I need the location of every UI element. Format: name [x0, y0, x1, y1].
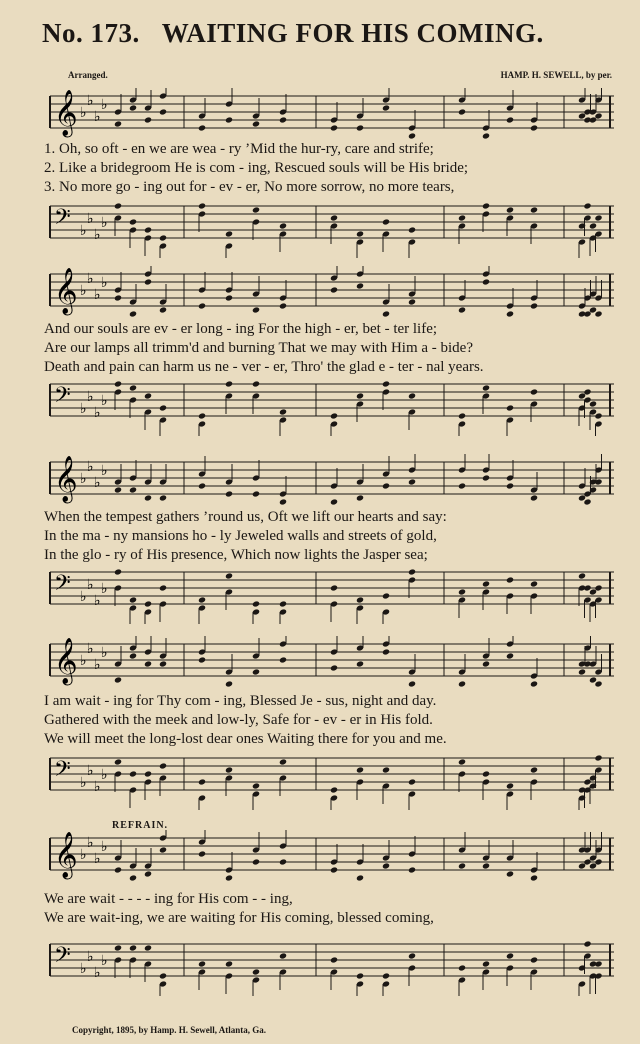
note-head — [530, 956, 538, 963]
treble-staff-4 — [44, 636, 616, 688]
note-head — [225, 874, 233, 881]
note-head — [129, 874, 137, 881]
note-head — [458, 588, 466, 595]
note-head — [594, 960, 602, 967]
note-head — [506, 576, 514, 583]
note-head — [225, 116, 233, 123]
flat-sign-icon: ♭ — [87, 949, 94, 965]
note-head — [129, 596, 137, 603]
flat-sign-icon: ♭ — [80, 961, 87, 977]
treble-clef-icon: 𝄞 — [54, 268, 78, 314]
note-head — [279, 952, 287, 959]
note-head — [482, 474, 490, 481]
note-head — [408, 298, 416, 305]
lyric-line: 2. Like a bridegroom He is com - ing, Rescued souls will be His bride; — [44, 160, 469, 176]
note-head — [144, 494, 152, 501]
flat-sign-icon: ♭ — [101, 581, 108, 597]
note-head — [594, 310, 602, 317]
note-head — [129, 486, 137, 493]
composer-credit: HAMP. H. SEWELL, by per. — [500, 70, 612, 80]
note-head — [252, 206, 260, 213]
note-head — [330, 956, 338, 963]
note-head — [159, 494, 167, 501]
note-head — [159, 660, 167, 667]
flat-sign-icon: ♭ — [87, 763, 94, 779]
note-head — [225, 680, 233, 687]
treble-staff-5 — [44, 830, 616, 890]
note-head — [252, 858, 260, 865]
note-head — [506, 952, 514, 959]
note-head — [382, 104, 390, 111]
note-head — [114, 676, 122, 683]
flat-sign-icon: ♭ — [101, 97, 108, 113]
flat-sign-icon: ♭ — [80, 847, 87, 863]
note-head — [144, 944, 152, 951]
flat-sign-icon: ♭ — [87, 459, 94, 475]
note-head — [408, 132, 416, 139]
note-head — [198, 124, 206, 131]
flat-sign-icon: ♭ — [80, 653, 87, 669]
arranger-credit: Arranged. — [68, 70, 108, 80]
note-head — [330, 664, 338, 671]
note-head — [506, 782, 514, 789]
flat-sign-icon: ♭ — [101, 275, 108, 291]
note-head — [530, 580, 538, 587]
note-head — [279, 758, 287, 765]
flat-sign-icon: ♭ — [87, 271, 94, 287]
note-head — [458, 862, 466, 869]
treble-clef-icon: 𝄞 — [54, 638, 78, 684]
note-head — [482, 278, 490, 285]
note-head — [458, 758, 466, 765]
note-head — [530, 206, 538, 213]
flat-sign-icon: ♭ — [87, 641, 94, 657]
flat-sign-icon: ♭ — [87, 835, 94, 851]
note-head — [506, 116, 514, 123]
note-head — [198, 482, 206, 489]
note-head — [530, 302, 538, 309]
flat-sign-icon: ♭ — [101, 839, 108, 855]
note-head — [225, 294, 233, 301]
treble-staff-3 — [44, 454, 616, 506]
note-head — [482, 770, 490, 777]
bass-staff-5 — [44, 936, 616, 996]
bass-clef-icon: 𝄢 — [54, 943, 71, 973]
bass-clef-icon: 𝄢 — [54, 571, 71, 601]
note-head — [530, 124, 538, 131]
note-head — [482, 580, 490, 587]
note-head — [159, 404, 167, 411]
note-head — [356, 596, 364, 603]
note-head — [330, 866, 338, 873]
note-head — [589, 400, 597, 407]
note-head — [129, 104, 137, 111]
treble-clef-icon: 𝄞 — [54, 90, 78, 136]
flat-sign-icon: ♭ — [101, 767, 108, 783]
note-head — [252, 782, 260, 789]
bass-clef-icon: 𝄢 — [54, 383, 71, 413]
music-system-2 — [44, 262, 616, 432]
flat-sign-icon: ♭ — [94, 851, 101, 867]
note-head — [506, 482, 514, 489]
note-head — [159, 306, 167, 313]
bass-staff-2 — [44, 376, 616, 436]
treble-staff-1 — [44, 88, 616, 140]
note-head — [144, 600, 152, 607]
verse-lyrics-2 — [44, 320, 616, 377]
lyric-line: Gathered with the meek and low-ly, Safe for - ev - er in His fold. — [44, 712, 433, 728]
note-head — [114, 866, 122, 873]
note-head — [458, 214, 466, 221]
lyric-line: In the glo - ry of His presence, Which now lights the Jasper sea; — [44, 547, 428, 563]
note-head — [198, 656, 206, 663]
lyric-line: 1. Oh, so oft - en we are wea - ry ’Mid the hur-ry, care and strife; — [44, 141, 434, 157]
flat-sign-icon: ♭ — [94, 227, 101, 243]
note-head — [198, 412, 206, 419]
flat-sign-icon: ♭ — [101, 463, 108, 479]
note-head — [408, 226, 416, 233]
bass-clef-icon: 𝄢 — [54, 757, 71, 787]
note-head — [356, 282, 364, 289]
note-head — [252, 668, 260, 675]
flat-sign-icon: ♭ — [87, 93, 94, 109]
note-head — [482, 202, 490, 209]
note-head — [225, 766, 233, 773]
note-head — [356, 494, 364, 501]
note-head — [144, 278, 152, 285]
note-head — [252, 490, 260, 497]
treble-clef-icon: 𝄞 — [54, 832, 78, 878]
lyric-line: I am wait - ing for Thy com - ing, Blessed Je - sus, night and day. — [44, 693, 437, 709]
note-head — [114, 568, 122, 575]
flat-sign-icon: ♭ — [80, 775, 87, 791]
note-head — [198, 850, 206, 857]
music-system-3 — [44, 450, 616, 622]
flat-sign-icon: ♭ — [101, 215, 108, 231]
note-head — [382, 218, 390, 225]
note-head — [408, 952, 416, 959]
lyric-line: We will meet the long-lost dear ones Waiting there for you and me. — [44, 731, 447, 747]
lyric-line: In the ma - ny mansions ho - ly Jeweled walls and streets of gold, — [44, 528, 437, 544]
note-head — [506, 404, 514, 411]
note-head — [159, 108, 167, 115]
note-head — [129, 944, 137, 951]
verse-lyrics-3 — [44, 508, 616, 565]
note-head — [458, 306, 466, 313]
bass-staff-4 — [44, 750, 616, 810]
note-head — [144, 116, 152, 123]
flat-sign-icon: ♭ — [94, 405, 101, 421]
refrain-lyrics — [44, 890, 616, 928]
flat-sign-icon: ♭ — [80, 471, 87, 487]
note-head — [594, 680, 602, 687]
hymn-number: No. 173. — [42, 18, 140, 48]
note-head — [382, 862, 390, 869]
note-head — [159, 234, 167, 241]
note-head — [382, 972, 390, 979]
note-head — [114, 758, 122, 765]
note-head — [530, 494, 538, 501]
note-head — [594, 214, 602, 221]
note-head — [482, 132, 490, 139]
note-head — [129, 218, 137, 225]
note-head — [330, 786, 338, 793]
treble-staff-2 — [44, 266, 616, 318]
note-head — [279, 600, 287, 607]
flat-sign-icon: ♭ — [87, 211, 94, 227]
note-head — [530, 766, 538, 773]
note-head — [198, 596, 206, 603]
note-head — [506, 206, 514, 213]
lyric-line: Death and pain can harm us ne - ver - er, Thro' the glad e - ter - nal years. — [44, 359, 484, 375]
note-head — [144, 226, 152, 233]
note-head — [252, 600, 260, 607]
treble-clef-icon: 𝄞 — [54, 456, 78, 502]
note-head — [583, 584, 591, 591]
note-head — [583, 202, 591, 209]
flat-sign-icon: ♭ — [80, 223, 87, 239]
flat-sign-icon: ♭ — [80, 105, 87, 121]
note-head — [144, 660, 152, 667]
note-head — [225, 380, 233, 387]
note-head — [356, 660, 364, 667]
note-head — [408, 392, 416, 399]
bass-clef-icon: 𝄢 — [54, 205, 71, 235]
hymn-title-text: WAITING FOR HIS COMING. — [161, 18, 544, 48]
note-head — [114, 944, 122, 951]
note-head — [225, 490, 233, 497]
note-head — [159, 972, 167, 979]
note-head — [198, 302, 206, 309]
lyric-line: 3. No more go - ing out for - ev - er, No more sorrow, no more tears, — [44, 179, 455, 195]
note-head — [330, 498, 338, 505]
note-head — [506, 652, 514, 659]
note-head — [330, 286, 338, 293]
verse-lyrics-4 — [44, 692, 616, 749]
flat-sign-icon: ♭ — [94, 475, 101, 491]
copyright-note: Copyright, 1895, by Hamp. H. Sewell, Atlanta, Ga. — [72, 1025, 267, 1035]
note-head — [198, 778, 206, 785]
note-head — [356, 230, 364, 237]
note-head — [482, 862, 490, 869]
note-head — [382, 592, 390, 599]
refrain-label: REFRAIN. — [112, 820, 169, 831]
note-head — [198, 202, 206, 209]
note-head — [144, 392, 152, 399]
lyric-line: When the tempest gathers ’round us, Oft we lift our hearts and say: — [44, 509, 447, 525]
flat-sign-icon: ♭ — [80, 283, 87, 299]
flat-sign-icon: ♭ — [87, 389, 94, 405]
note-head — [530, 388, 538, 395]
note-head — [482, 960, 490, 967]
lyric-line: Are our lamps all trimm'd and burning That we may with Him a - bide? — [44, 340, 473, 356]
note-head — [356, 766, 364, 773]
note-head — [330, 214, 338, 221]
flat-sign-icon: ♭ — [94, 109, 101, 125]
note-head — [408, 478, 416, 485]
note-head — [408, 680, 416, 687]
flat-sign-icon: ♭ — [94, 657, 101, 673]
note-head — [506, 310, 514, 317]
note-head — [279, 498, 287, 505]
note-head — [382, 482, 390, 489]
note-head — [408, 866, 416, 873]
music-system-1 — [44, 84, 616, 256]
note-head — [589, 676, 597, 683]
note-head — [382, 648, 390, 655]
note-head — [408, 568, 416, 575]
note-head — [279, 656, 287, 663]
note-head — [114, 380, 122, 387]
note-head — [279, 408, 287, 415]
note-head — [408, 778, 416, 785]
note-head — [356, 124, 364, 131]
flat-sign-icon: ♭ — [94, 779, 101, 795]
flat-sign-icon: ♭ — [80, 401, 87, 417]
note-head — [583, 498, 591, 505]
note-head — [114, 294, 122, 301]
note-head — [594, 412, 602, 419]
note-head — [129, 310, 137, 317]
note-head — [159, 846, 167, 853]
note-head — [252, 306, 260, 313]
note-head — [330, 584, 338, 591]
music-system-4 — [44, 632, 616, 810]
note-head — [382, 766, 390, 773]
lyric-line: We are wait-ing, we are waiting for His coming, blessed coming, — [44, 910, 434, 926]
note-head — [252, 120, 260, 127]
note-head — [129, 652, 137, 659]
note-head — [159, 762, 167, 769]
note-head — [530, 680, 538, 687]
flat-sign-icon: ♭ — [101, 645, 108, 661]
bass-staff-1 — [44, 198, 616, 258]
note-head — [382, 310, 390, 317]
note-head — [330, 124, 338, 131]
note-head — [129, 384, 137, 391]
flat-sign-icon: ♭ — [101, 953, 108, 969]
hymn-title — [42, 18, 544, 49]
flat-sign-icon: ♭ — [80, 589, 87, 605]
flat-sign-icon: ♭ — [94, 287, 101, 303]
note-head — [144, 770, 152, 777]
note-head — [330, 412, 338, 419]
note-head — [458, 964, 466, 971]
bass-staff-3 — [44, 564, 616, 624]
note-head — [594, 754, 602, 761]
note-head — [225, 230, 233, 237]
flat-sign-icon: ♭ — [101, 393, 108, 409]
note-head — [356, 874, 364, 881]
note-head — [458, 680, 466, 687]
note-head — [578, 572, 586, 579]
music-system-5-refrain — [44, 826, 616, 1016]
flat-sign-icon: ♭ — [94, 965, 101, 981]
note-head — [530, 874, 538, 881]
note-head — [458, 108, 466, 115]
note-head — [356, 392, 364, 399]
note-head — [252, 968, 260, 975]
note-head — [198, 960, 206, 967]
note-head — [225, 960, 233, 967]
note-head — [252, 380, 260, 387]
note-head — [159, 584, 167, 591]
note-head — [279, 858, 287, 865]
note-head — [482, 660, 490, 667]
flat-sign-icon: ♭ — [94, 593, 101, 609]
note-head — [506, 870, 514, 877]
note-head — [382, 380, 390, 387]
note-head — [279, 116, 287, 123]
note-head — [458, 482, 466, 489]
note-head — [114, 202, 122, 209]
note-head — [356, 972, 364, 979]
note-head — [114, 486, 122, 493]
note-head — [482, 384, 490, 391]
note-head — [583, 940, 591, 947]
lyric-line: We are wait - - - - ing for His com - - ing, — [44, 891, 293, 907]
note-head — [458, 412, 466, 419]
note-head — [279, 222, 287, 229]
note-head — [279, 302, 287, 309]
note-head — [114, 120, 122, 127]
note-head — [225, 572, 233, 579]
lyric-line: And our souls are ev - er long - ing For the high - er, bet - ter life; — [44, 321, 438, 337]
note-head — [589, 222, 597, 229]
note-head — [129, 770, 137, 777]
note-head — [578, 668, 586, 675]
verse-lyrics-1 — [44, 140, 616, 197]
note-head — [144, 870, 152, 877]
flat-sign-icon: ♭ — [87, 577, 94, 593]
